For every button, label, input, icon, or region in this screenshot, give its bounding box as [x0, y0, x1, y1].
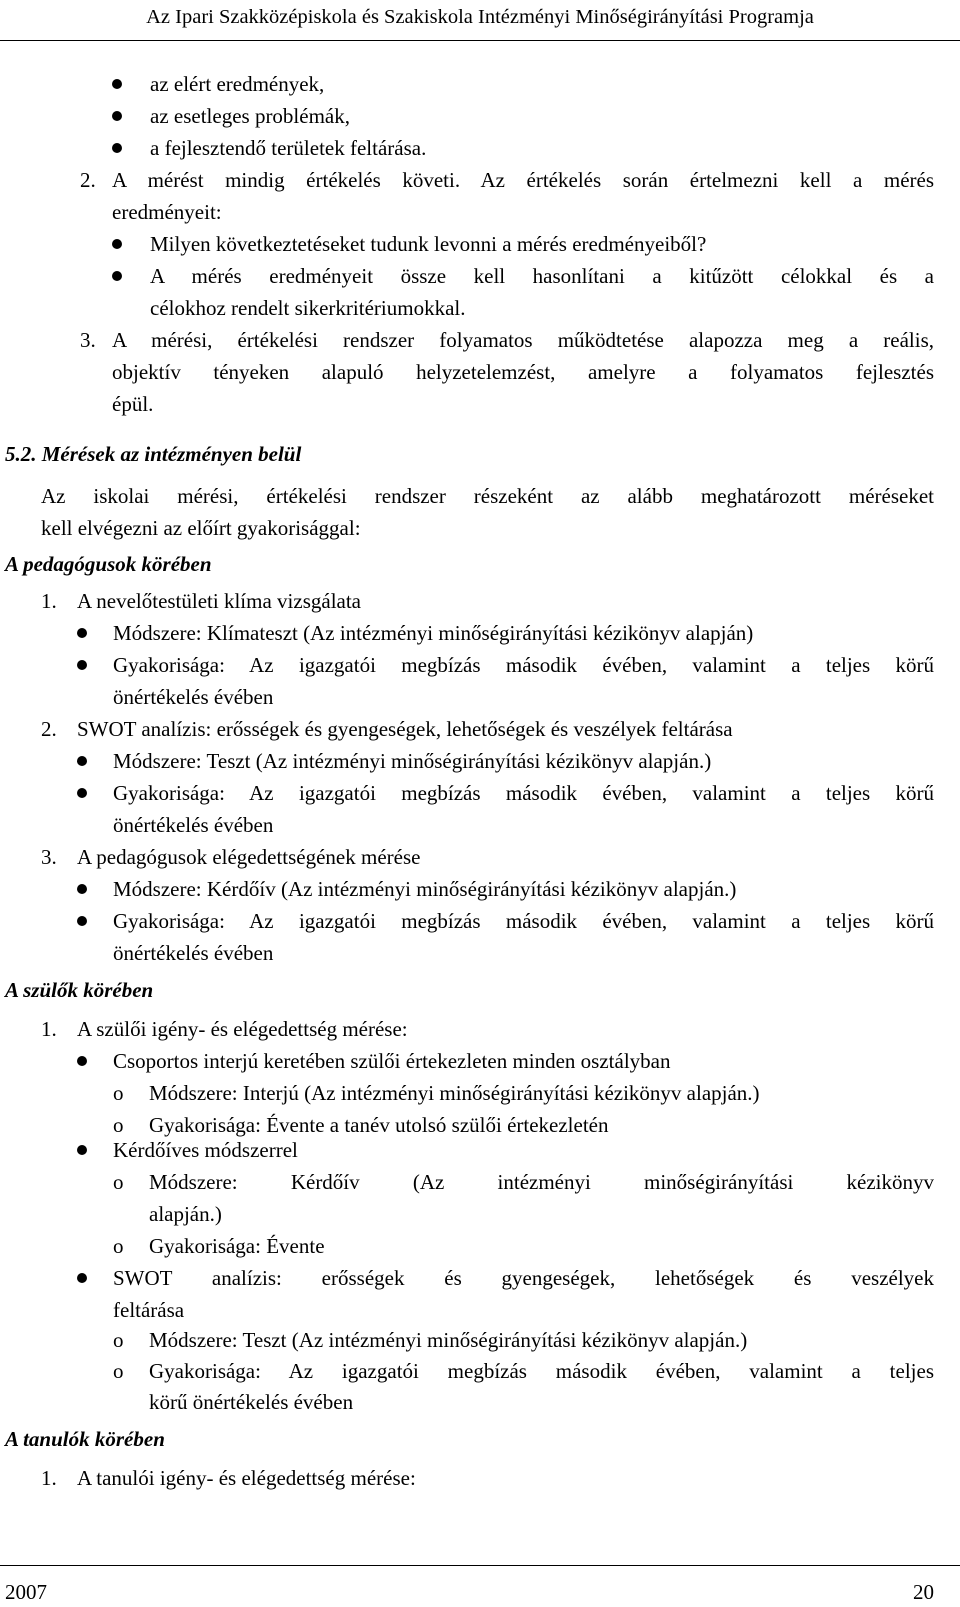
page-number: 20	[913, 1580, 934, 1604]
list-item: Gyakorisága: Az igazgatói megbízás második évében, valamint a teljes körű	[113, 653, 934, 677]
bullet-dot	[77, 788, 87, 798]
sub-list-item: Gyakorisága: Évente	[149, 1234, 325, 1258]
footer-year: 2007	[5, 1580, 47, 1604]
list-item: SWOT analízis: erősségek és gyengeségek, lehetőségek és veszélyek	[113, 1266, 934, 1290]
sub-list-item: Módszere: Teszt (Az intézményi minőségirányítási kézikönyv alapján.)	[149, 1328, 748, 1352]
bullet-dot	[77, 660, 87, 670]
list-item: az esetleges problémák,	[150, 104, 350, 128]
bullet-dot	[77, 756, 87, 766]
item-number: 3.	[41, 845, 57, 869]
item-number: 1.	[41, 1466, 57, 1490]
bullet-dot	[77, 916, 87, 926]
list-item-continuation: önértékelés évében	[113, 685, 274, 709]
bullet-dot	[77, 1273, 87, 1283]
subsection-heading: A szülők körében	[5, 978, 154, 1002]
sub-bullet-marker: o	[113, 1328, 124, 1352]
list-item: Gyakorisága: Az igazgatói megbízás második évében, valamint a teljes körű	[113, 909, 934, 933]
sub-bullet-marker: o	[113, 1359, 124, 1383]
list-item: SWOT analízis: erősségek és gyengeségek, lehetőségek és veszélyek feltárása	[77, 717, 733, 741]
sub-bullet-marker: o	[113, 1113, 124, 1137]
section-heading: 5.2. Mérések az intézményen belül	[5, 442, 302, 466]
subsection-heading: A pedagógusok körében	[5, 552, 212, 576]
sub-list-item: Gyakorisága: Évente a tanév utolsó szülői értekezletén	[149, 1113, 609, 1137]
paragraph-line: kell elvégezni az előírt gyakorisággal:	[41, 516, 361, 540]
list-item-continuation: önértékelés évében	[113, 941, 274, 965]
bullet-dot	[112, 143, 122, 153]
bullet-dot	[77, 628, 87, 638]
list-item: A tanulói igény- és elégedettség mérése:	[77, 1466, 416, 1490]
paragraph-line: A mérést mindig értékelés követi. Az értékelés során értelmezni kell a mérés	[112, 168, 934, 192]
paragraph-line: objektív tényeken alapuló helyzetelemzést, amelyre a folyamatos fejlesztés	[112, 360, 934, 384]
bullet-dot	[77, 1056, 87, 1066]
sub-list-item-continuation: körű önértékelés évében	[149, 1390, 354, 1414]
list-item: A mérés eredményeit össze kell hasonlítani a kitűzött célokkal és a	[150, 264, 934, 288]
list-item: A pedagógusok elégedettségének mérése	[77, 845, 421, 869]
sub-bullet-marker: o	[113, 1170, 124, 1194]
list-item: Módszere: Klímateszt (Az intézményi minőségirányítási kézikönyv alapján)	[113, 621, 754, 645]
header-divider	[0, 40, 960, 41]
sub-bullet-marker: o	[113, 1081, 124, 1105]
list-item-continuation: célokhoz rendelt sikerkritériumokkal.	[150, 296, 466, 320]
sub-list-item-continuation: alapján.)	[149, 1202, 222, 1226]
paragraph-line: épül.	[112, 392, 154, 416]
list-item: Gyakorisága: Az igazgatói megbízás második évében, valamint a teljes körű	[113, 781, 934, 805]
bullet-dot	[112, 79, 122, 89]
list-item: Módszere: Kérdőív (Az intézményi minőségirányítási kézikönyv alapján.)	[113, 877, 737, 901]
list-item: az elért eredmények,	[150, 72, 325, 96]
paragraph-line: Az iskolai mérési, értékelési rendszer részeként az alább meghatározott méréseket	[41, 484, 934, 508]
list-item: Kérdőíves módszerrel	[113, 1138, 298, 1162]
subsection-heading: A tanulók körében	[5, 1427, 165, 1451]
item-number: 1.	[41, 589, 57, 613]
item-number: 3.	[80, 328, 96, 352]
bullet-dot	[112, 239, 122, 249]
page-header: Az Ipari Szakközépiskola és Szakiskola Intézményi Minőségirányítási Programja	[146, 6, 814, 28]
sub-list-item: Módszere: Interjú (Az intézményi minőségirányítási kézikönyv alapján.)	[149, 1081, 760, 1105]
list-item: A szülői igény- és elégedettség mérése:	[77, 1017, 408, 1041]
item-number: 2.	[80, 168, 96, 192]
list-item-continuation: önértékelés évében	[113, 813, 274, 837]
sub-list-item: Módszere: Kérdőív (Az intézményi minőségirányítási kézikönyv	[149, 1170, 934, 1194]
list-item: a fejlesztendő területek feltárása.	[150, 136, 427, 160]
list-item-continuation: feltárása	[113, 1298, 185, 1322]
bullet-dot	[112, 111, 122, 121]
sub-list-item: Gyakorisága: Az igazgatói megbízás második évében, valamint a teljes	[149, 1359, 934, 1383]
bullet-dot	[112, 271, 122, 281]
list-item: Módszere: Teszt (Az intézményi minőségirányítási kézikönyv alapján.)	[113, 749, 712, 773]
list-item: Milyen következtetéseket tudunk levonni a mérés eredményeiből?	[150, 232, 707, 256]
item-number: 2.	[41, 717, 57, 741]
footer-divider	[0, 1565, 960, 1566]
bullet-dot	[77, 884, 87, 894]
list-item: Csoportos interjú keretében szülői értekezleten minden osztályban	[113, 1049, 671, 1073]
list-item: A nevelőtestületi klíma vizsgálata	[77, 589, 362, 613]
item-number: 1.	[41, 1017, 57, 1041]
paragraph-line: eredményeit:	[112, 200, 222, 224]
paragraph-line: A mérési, értékelési rendszer folyamatos működtetése alapozza meg a reális,	[112, 328, 934, 352]
bullet-dot	[77, 1145, 87, 1155]
sub-bullet-marker: o	[113, 1234, 124, 1258]
